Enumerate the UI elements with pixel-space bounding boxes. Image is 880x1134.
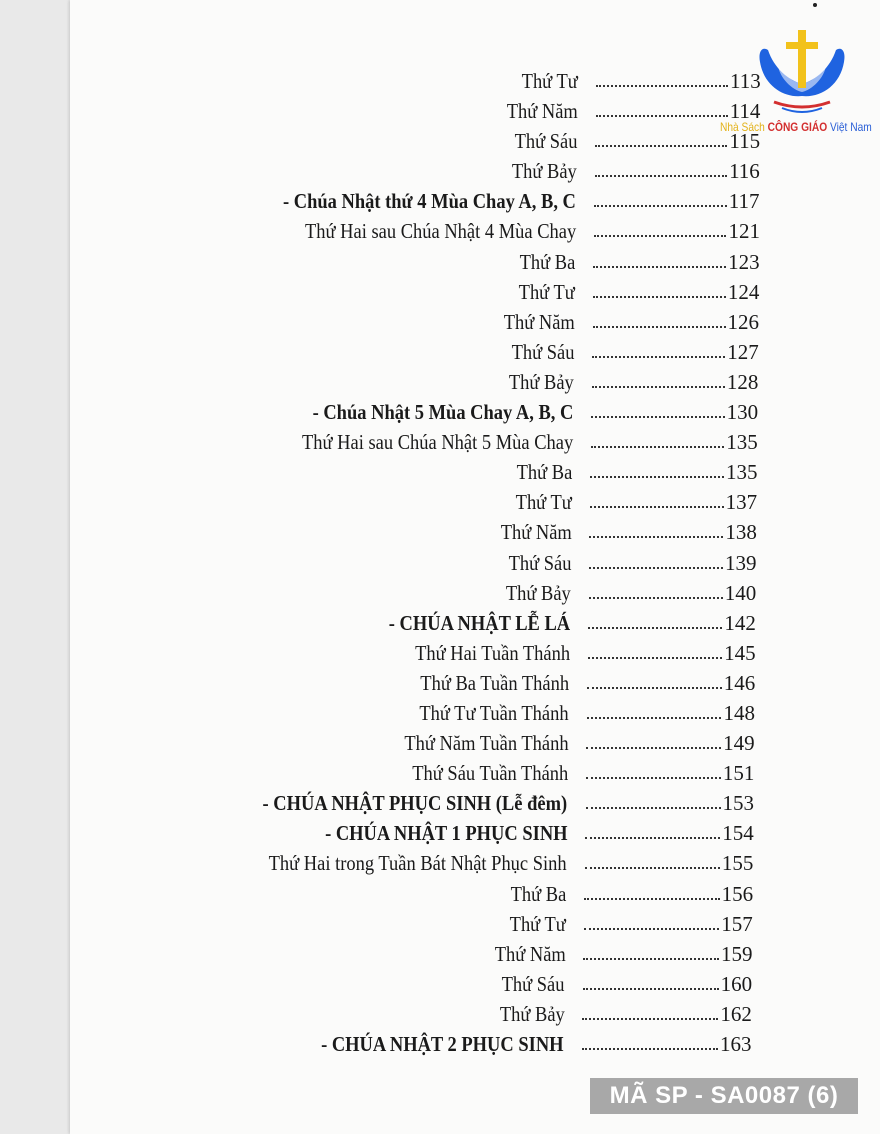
toc-entry bbox=[70, 578, 880, 608]
toc-entry bbox=[70, 367, 880, 397]
toc-dot-leader bbox=[596, 115, 728, 117]
publisher-logo bbox=[720, 28, 880, 138]
toc-entry-title: Thứ Hai Tuần Thánh bbox=[414, 640, 570, 665]
toc-entry bbox=[70, 307, 880, 337]
toc-entry-title: - CHÚA NHẬT 2 PHỤC SINH bbox=[321, 1032, 564, 1056]
toc-entry-page: 148 bbox=[723, 700, 755, 725]
toc-entry-title: Thứ Sáu bbox=[514, 129, 578, 154]
toc-entry-page: 139 bbox=[725, 550, 757, 575]
toc-entry-page: 145 bbox=[724, 640, 756, 665]
toc-entry bbox=[70, 427, 880, 457]
toc-dot-leader bbox=[588, 657, 722, 659]
toc-entry bbox=[70, 788, 880, 818]
toc-entry bbox=[70, 728, 880, 758]
toc-entry-title: Thứ Hai trong Tuần Bát Nhật Phục Sinh bbox=[268, 851, 567, 876]
toc-entry-title: Thứ Tư Tuần Thánh bbox=[419, 700, 569, 725]
toc-entry bbox=[70, 668, 880, 698]
toc-dot-leader bbox=[592, 356, 725, 358]
toc-entry-title: Thứ Năm Tuần Thánh bbox=[404, 731, 569, 756]
toc-dot-leader bbox=[591, 416, 724, 418]
toc-entry bbox=[70, 818, 880, 848]
toc-entry-title: Thứ Bảy bbox=[505, 580, 571, 605]
toc-entry-page: 153 bbox=[722, 791, 754, 816]
toc-entry bbox=[70, 939, 880, 969]
toc-dot-leader bbox=[590, 506, 724, 508]
toc-entry-title: Thứ Sáu Tuần Thánh bbox=[411, 761, 568, 786]
toc-entry bbox=[70, 186, 880, 216]
toc-entry bbox=[70, 698, 880, 728]
toc-dot-leader bbox=[582, 1048, 718, 1050]
toc-entry-title: Thứ Hai sau Chúa Nhật 5 Mùa Chay bbox=[301, 430, 573, 455]
toc-entry-title: Thứ Ba bbox=[516, 460, 573, 485]
toc-entry bbox=[70, 337, 880, 367]
toc-dot-leader bbox=[592, 386, 725, 388]
toc-dot-leader bbox=[583, 988, 719, 990]
toc-dot-leader bbox=[594, 205, 727, 207]
logo-text-part2: CÔNG GIÁO bbox=[767, 120, 828, 134]
toc-entry-page: 140 bbox=[724, 580, 757, 605]
toc-dot-leader bbox=[595, 145, 727, 147]
toc-entry bbox=[70, 457, 880, 487]
toc-entry bbox=[70, 999, 880, 1029]
page-mark bbox=[813, 3, 817, 7]
toc-entry-page: 135 bbox=[725, 460, 758, 485]
toc-entry-page: 146 bbox=[723, 670, 756, 695]
toc-dot-leader bbox=[587, 687, 722, 689]
toc-entry-page: 135 bbox=[726, 430, 758, 455]
toc-entry bbox=[70, 638, 880, 668]
toc-dot-leader bbox=[586, 747, 721, 749]
toc-entry-page: 128 bbox=[726, 369, 759, 394]
toc-entry-page: 137 bbox=[725, 490, 758, 515]
document-page bbox=[70, 0, 880, 1134]
logo-caption bbox=[720, 120, 872, 134]
toc-entry-page: 162 bbox=[720, 1001, 752, 1026]
toc-entry bbox=[70, 156, 880, 186]
toc-entry-page: 151 bbox=[722, 761, 755, 786]
toc-entry-page: 160 bbox=[720, 971, 753, 996]
toc-dot-leader bbox=[583, 958, 719, 960]
toc-entry bbox=[70, 758, 880, 788]
toc-dot-leader bbox=[586, 777, 721, 779]
toc-dot-leader bbox=[584, 928, 720, 930]
toc-dot-leader bbox=[593, 266, 726, 268]
toc-dot-leader bbox=[585, 867, 720, 869]
toc-entry-title: Thứ Sáu bbox=[508, 550, 571, 575]
cross-wings-icon bbox=[754, 28, 850, 118]
toc-dot-leader bbox=[582, 1018, 718, 1020]
toc-entry-page: 157 bbox=[721, 911, 753, 936]
toc-dot-leader bbox=[589, 536, 723, 538]
toc-entry-page: 154 bbox=[722, 821, 754, 846]
toc-entry-title: - Chúa Nhật thứ 4 Mùa Chay A, B, C bbox=[283, 189, 577, 214]
toc-entry bbox=[70, 909, 880, 939]
toc-entry-title: Thứ Tư bbox=[515, 490, 572, 515]
toc-dot-leader bbox=[587, 717, 722, 719]
toc-entry-page: 130 bbox=[726, 400, 759, 425]
toc-entry-title: Thứ Bảy bbox=[499, 1001, 565, 1026]
toc-dot-leader bbox=[593, 296, 726, 298]
toc-entry-page: 159 bbox=[720, 941, 753, 966]
toc-dot-leader bbox=[585, 837, 720, 839]
toc-entry bbox=[70, 969, 880, 999]
toc-dot-leader bbox=[596, 85, 728, 87]
toc-entry bbox=[70, 487, 880, 517]
toc-entry-page: 149 bbox=[723, 731, 755, 756]
toc-dot-leader bbox=[589, 567, 723, 569]
toc-entry bbox=[70, 848, 880, 878]
toc-entry-page: 142 bbox=[724, 610, 756, 635]
toc-entry-title: Thứ Năm bbox=[494, 941, 566, 966]
toc-entry-title: Thứ Tư bbox=[518, 279, 575, 304]
toc-entry-title: Thứ Năm bbox=[503, 309, 575, 334]
toc-entry-title: Thứ Tư bbox=[509, 911, 566, 936]
product-code-badge: MÃ SP - SA0087 (6) bbox=[590, 1078, 858, 1114]
toc-entry-title: Thứ Sáu bbox=[501, 971, 565, 996]
toc-entry-title: Thứ Ba Tuần Thánh bbox=[420, 670, 570, 695]
toc-entry-page: 127 bbox=[727, 339, 759, 364]
toc-entry-title: Thứ Hai sau Chúa Nhật 4 Mùa Chay bbox=[304, 219, 576, 244]
toc-entry-title: Thứ Ba bbox=[519, 249, 576, 274]
toc-entry bbox=[70, 277, 880, 307]
toc-entry-title: - Chúa Nhật 5 Mùa Chay A, B, C bbox=[312, 400, 574, 425]
toc-dot-leader bbox=[591, 446, 725, 448]
toc-entry-title: Thứ Sáu bbox=[511, 339, 575, 364]
toc-entry-page: 155 bbox=[721, 851, 754, 876]
toc-entry-title: Thứ Năm bbox=[500, 520, 572, 545]
toc-dot-leader bbox=[590, 476, 724, 478]
toc-entry-title: Thứ Bảy bbox=[508, 369, 574, 394]
toc-dot-leader bbox=[595, 175, 727, 177]
toc-entry-title: - CHÚA NHẬT LỄ LÁ bbox=[388, 610, 571, 635]
toc-entry-page: 116 bbox=[729, 159, 760, 184]
toc-entry-page: 117 bbox=[728, 189, 760, 214]
toc-entry-page: 115 bbox=[729, 129, 761, 154]
toc-entry-page: 163 bbox=[720, 1032, 752, 1056]
toc-entry-title: Thứ Tư bbox=[521, 69, 578, 93]
toc-entry-page: 126 bbox=[727, 309, 759, 334]
toc-dot-leader bbox=[586, 807, 721, 809]
toc-entry bbox=[70, 608, 880, 638]
toc-entry bbox=[70, 517, 880, 547]
toc-entry bbox=[70, 216, 880, 246]
toc-entry-title: Thứ Ba bbox=[510, 881, 567, 906]
toc-entry-title: Thứ Năm bbox=[506, 99, 578, 124]
toc-entry-page: 123 bbox=[728, 249, 760, 274]
toc-entry bbox=[70, 548, 880, 578]
toc-entry bbox=[70, 879, 880, 909]
toc-entry-title: Thứ Bảy bbox=[511, 159, 577, 184]
toc-entry-title: - CHÚA NHẬT PHỤC SINH (Lễ đêm) bbox=[262, 791, 568, 816]
toc-entry-page: 156 bbox=[721, 881, 754, 906]
toc-entry bbox=[70, 247, 880, 277]
toc-entry-page: 114 bbox=[729, 99, 761, 124]
toc-dot-leader bbox=[584, 898, 719, 900]
logo-text-part3: Việt Nam bbox=[829, 120, 872, 134]
toc-entry-title: - CHÚA NHẬT 1 PHỤC SINH bbox=[324, 821, 568, 846]
toc-entry-page: 138 bbox=[725, 520, 757, 545]
logo-text-part1: Nhà Sách bbox=[720, 120, 765, 134]
toc-entry-page: 113 bbox=[730, 69, 761, 93]
toc-entry-page: 124 bbox=[727, 279, 760, 304]
toc-dot-leader bbox=[588, 627, 722, 629]
toc-entry-page: 121 bbox=[728, 219, 760, 244]
table-of-contents bbox=[70, 66, 880, 1059]
toc-dot-leader bbox=[593, 326, 726, 328]
toc-dot-leader bbox=[589, 597, 723, 599]
toc-entry bbox=[70, 1029, 880, 1059]
toc-dot-leader bbox=[594, 235, 727, 237]
toc-entry bbox=[70, 397, 880, 427]
